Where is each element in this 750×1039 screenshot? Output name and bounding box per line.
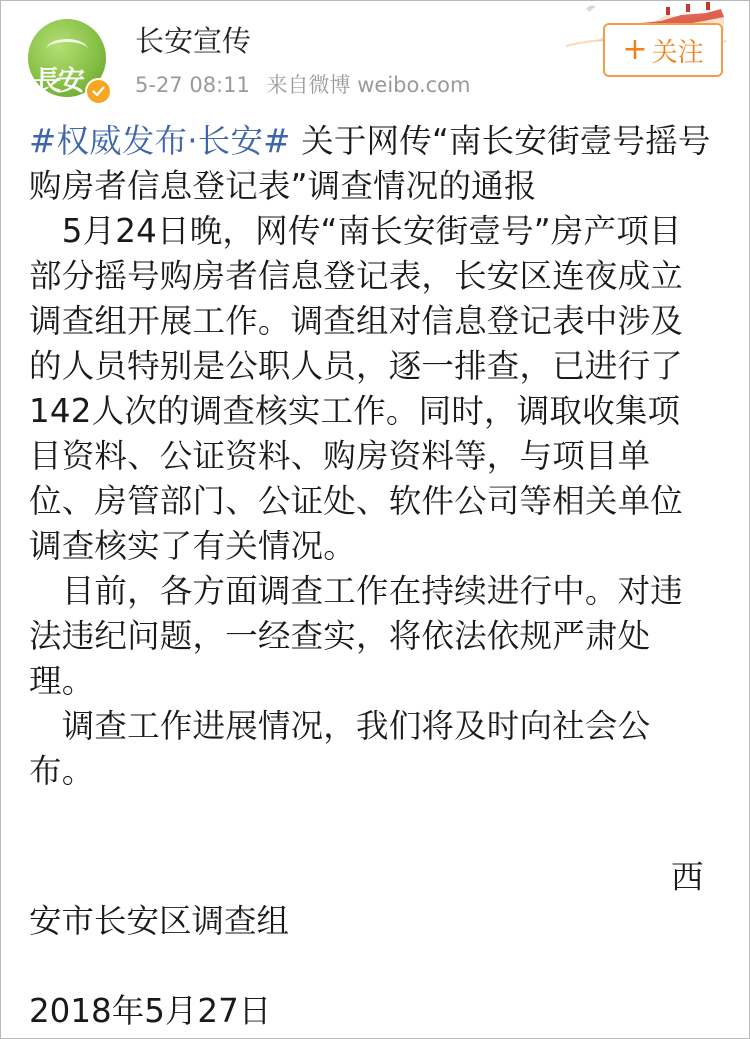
paragraph-line: 调查组开展工作。调查组对信息登记表中涉及 (29, 302, 684, 340)
paragraph-line: 部分摇号购房者信息登记表，长安区连夜成立 (29, 257, 684, 295)
paragraph-line: 位、房管部门、公证处、软件公司等相关单位 (29, 482, 684, 520)
account-name[interactable]: 长安宣传 (135, 24, 252, 58)
paragraph-line: 调查核实了有关情况。 (29, 527, 357, 565)
paragraph-line: 理。 (29, 662, 95, 700)
hashtag-link[interactable]: #权威发布·长安# (29, 122, 291, 160)
avatar-wave-decoration (46, 39, 88, 60)
signature-date: 2018年5月27日 (29, 992, 272, 1030)
post-title-text: 关于网传“南长安街壹号摇号 (290, 122, 711, 160)
post-meta (135, 69, 481, 99)
paragraph-line: 的人员特别是公职人员，逐一排查，已进行了 (29, 347, 684, 385)
paragraph-line: 目资料、公证资料、购房资料等，与项目单 (29, 437, 651, 475)
paragraph-line: 法违纪问题，一经查实，将依法依规严肃处 (29, 617, 651, 655)
post-body (29, 119, 724, 794)
follow-button[interactable] (603, 23, 723, 77)
paragraph-1 (29, 209, 724, 569)
paragraph-line: 目前，各方面调查工作在持续进行中。对违 (29, 572, 684, 610)
paragraph-2 (29, 569, 724, 704)
paragraph-line: 5月24日晚，网传“南长安街壹号”房产项目 (29, 212, 682, 250)
paragraph-3 (29, 704, 724, 794)
post-title-line-1 (29, 119, 724, 164)
verified-badge-icon (85, 78, 112, 105)
post-title-line-2: 购房者信息登记表”调查情况的通报 (29, 167, 537, 205)
paragraph-line: 142人次的调查核实工作。同时，调取收集项 (29, 392, 681, 430)
signature-org: 安市长安区调查组 (29, 902, 290, 940)
follow-label: 关注 (651, 37, 704, 68)
plus-icon: + (622, 32, 648, 67)
post-time: 5-27 08:11 (135, 73, 250, 97)
signature-first-char: 西 (671, 858, 704, 896)
avatar-logo-text: 長安 (34, 66, 82, 97)
paragraph-line: 调查工作进展情况，我们将及时向社会公 (29, 707, 651, 745)
post-source[interactable]: 来自微博 weibo.com (266, 73, 471, 97)
post-header (1, 1, 749, 111)
paragraph-line: 布。 (29, 752, 95, 790)
